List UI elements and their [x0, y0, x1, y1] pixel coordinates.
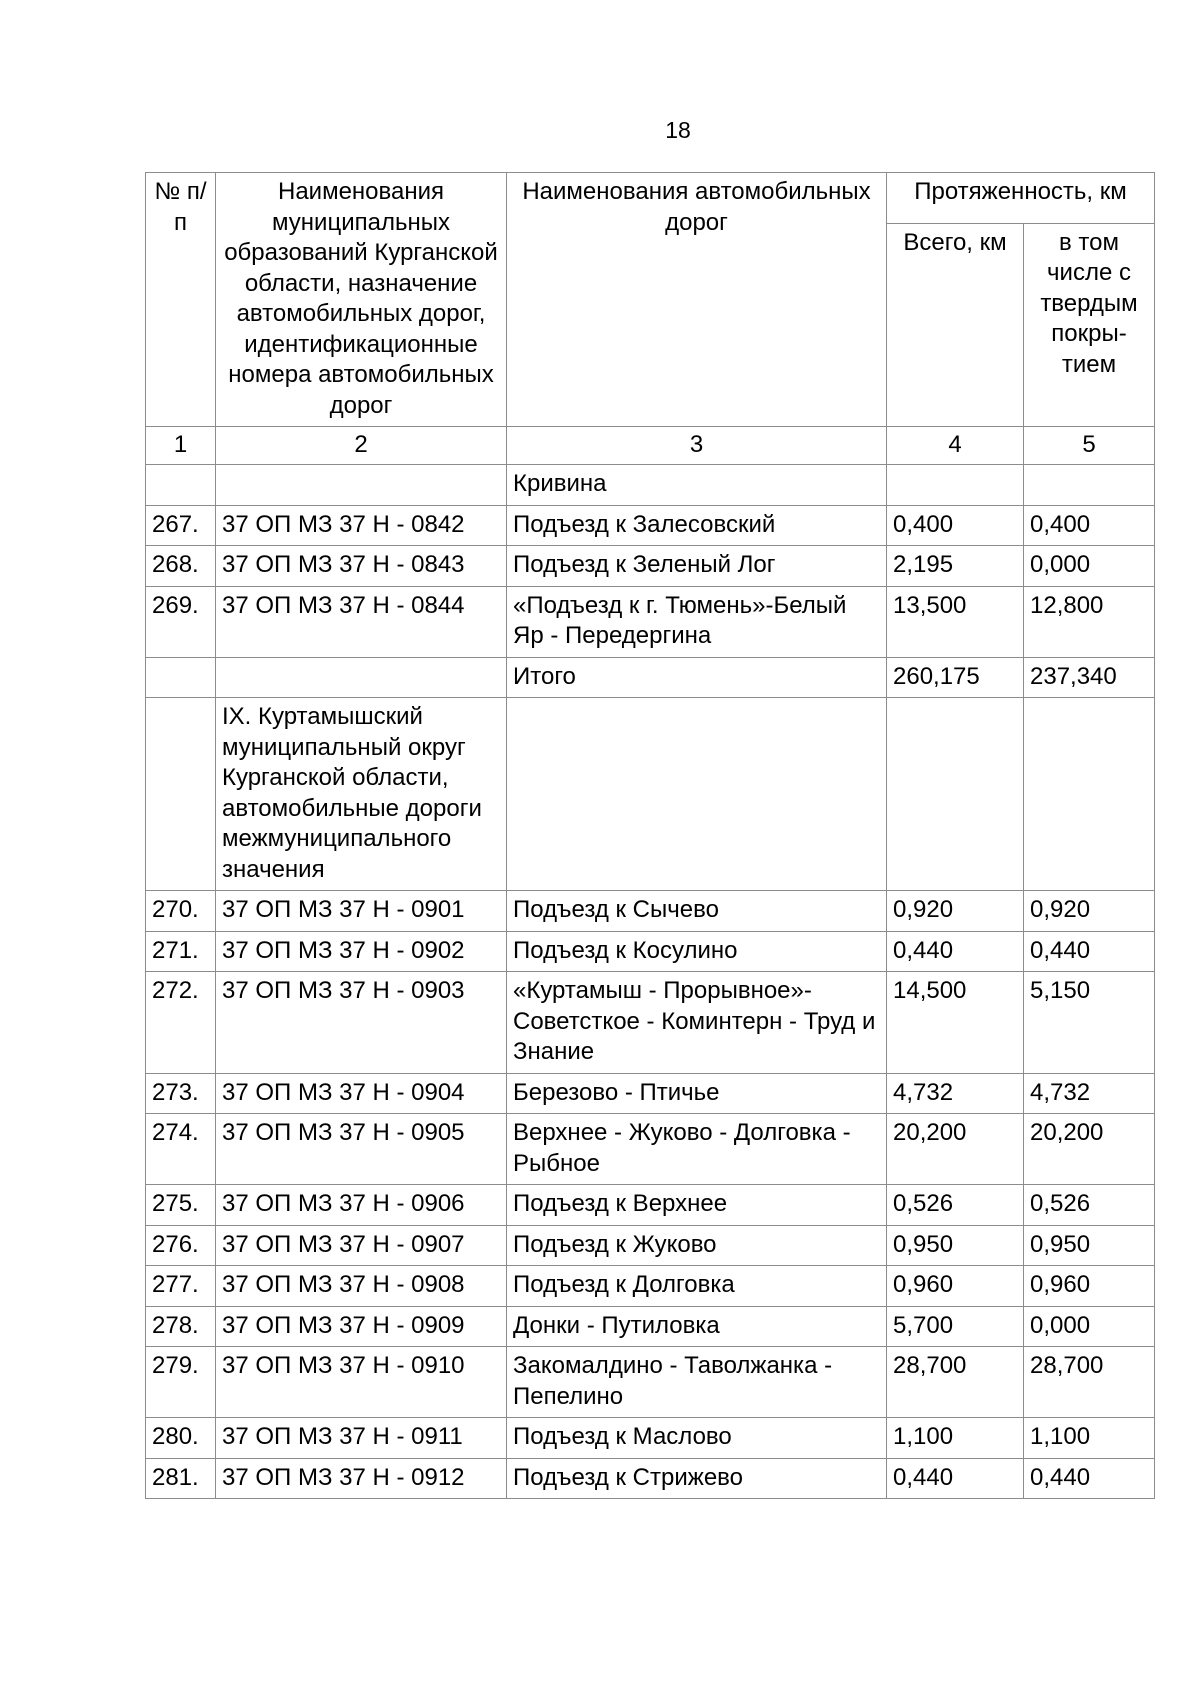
header-row [146, 173, 1155, 224]
road-id-cell: 37 ОП МЗ 37 Н - 0842 [216, 505, 507, 546]
column-index: 4 [887, 427, 1024, 465]
length-paved-cell: 0,400 [1024, 505, 1155, 546]
header-paved: в том числе с твердым покры-тием [1024, 223, 1155, 426]
length-paved-cell [1024, 698, 1155, 891]
road-name-cell: Подъезд к Маслово [507, 1418, 887, 1459]
table-header [146, 173, 1155, 465]
length-total-cell: 0,960 [887, 1266, 1024, 1307]
road-id-cell [216, 465, 507, 506]
road-id-cell: 37 ОП МЗ 37 Н - 0905 [216, 1114, 507, 1185]
length-paved-cell: 4,732 [1024, 1073, 1155, 1114]
road-name-cell: Кривина [507, 465, 887, 506]
length-total-cell: 260,175 [887, 657, 1024, 698]
length-total-cell: 5,700 [887, 1306, 1024, 1347]
length-total-cell: 14,500 [887, 972, 1024, 1074]
row-number: 276. [146, 1225, 216, 1266]
table-row [146, 1073, 1155, 1114]
length-total-cell [887, 698, 1024, 891]
length-total-cell: 0,950 [887, 1225, 1024, 1266]
table-row [146, 657, 1155, 698]
table-row [146, 1185, 1155, 1226]
row-number: 267. [146, 505, 216, 546]
road-name-cell: Подъезд к Зеленый Лог [507, 546, 887, 587]
length-paved-cell: 1,100 [1024, 1418, 1155, 1459]
header-municipality: Наименования муниципальных образований Курганской области, назначение автомобильных дорог, идентификационные номера автомобильных дорог [216, 173, 507, 427]
road-id-cell [216, 657, 507, 698]
road-id-cell: 37 ОП МЗ 37 Н - 0843 [216, 546, 507, 587]
length-paved-cell: 0,960 [1024, 1266, 1155, 1307]
table-row [146, 1225, 1155, 1266]
length-paved-cell: 5,150 [1024, 972, 1155, 1074]
road-id-cell: 37 ОП МЗ 37 Н - 0902 [216, 931, 507, 972]
length-total-cell: 20,200 [887, 1114, 1024, 1185]
table-row [146, 505, 1155, 546]
header-length: Протяженность, км [887, 173, 1155, 224]
road-id-cell: 37 ОП МЗ 37 Н - 0901 [216, 891, 507, 932]
row-number [146, 465, 216, 506]
table-row [146, 972, 1155, 1074]
row-number: 281. [146, 1458, 216, 1499]
length-paved-cell: 0,000 [1024, 546, 1155, 587]
column-index: 5 [1024, 427, 1155, 465]
row-number [146, 698, 216, 891]
road-id-cell: 37 ОП МЗ 37 Н - 0907 [216, 1225, 507, 1266]
row-number: 275. [146, 1185, 216, 1226]
table-row [146, 1266, 1155, 1307]
row-number: 279. [146, 1347, 216, 1418]
road-id-cell: 37 ОП МЗ 37 Н - 0912 [216, 1458, 507, 1499]
road-name-cell: Закомалдино - Таволжанка - Пепелино [507, 1347, 887, 1418]
length-paved-cell: 20,200 [1024, 1114, 1155, 1185]
column-index-row [146, 427, 1155, 465]
length-paved-cell: 28,700 [1024, 1347, 1155, 1418]
road-id-cell: 37 ОП МЗ 37 Н - 0844 [216, 586, 507, 657]
road-name-cell [507, 698, 887, 891]
road-name-cell: Подъезд к Стрижево [507, 1458, 887, 1499]
length-total-cell: 28,700 [887, 1347, 1024, 1418]
road-id-cell: IX. Куртамышский муниципальный округ Курганской области, автомобильные дороги межмуниципального значения [216, 698, 507, 891]
length-paved-cell: 0,950 [1024, 1225, 1155, 1266]
road-name-cell: Верхнее - Жуково - Долговка - Рыбное [507, 1114, 887, 1185]
length-total-cell [887, 465, 1024, 506]
length-paved-cell: 12,800 [1024, 586, 1155, 657]
column-index: 2 [216, 427, 507, 465]
road-name-cell: Березово - Птичье [507, 1073, 887, 1114]
row-number: 274. [146, 1114, 216, 1185]
table-row [146, 891, 1155, 932]
table-row [146, 586, 1155, 657]
column-index: 1 [146, 427, 216, 465]
row-number: 270. [146, 891, 216, 932]
road-id-cell: 37 ОП МЗ 37 Н - 0904 [216, 1073, 507, 1114]
road-id-cell: 37 ОП МЗ 37 Н - 0911 [216, 1418, 507, 1459]
row-number: 280. [146, 1418, 216, 1459]
length-paved-cell: 0,920 [1024, 891, 1155, 932]
table-row [146, 1418, 1155, 1459]
page-number: 18 [665, 117, 691, 143]
column-index: 3 [507, 427, 887, 465]
road-id-cell: 37 ОП МЗ 37 Н - 0910 [216, 1347, 507, 1418]
road-name-cell: «Подъезд к г. Тюмень»-Белый Яр - Передергина [507, 586, 887, 657]
road-name-cell: Подъезд к Жуково [507, 1225, 887, 1266]
length-paved-cell [1024, 465, 1155, 506]
row-number [146, 657, 216, 698]
road-name-cell: Подъезд к Сычево [507, 891, 887, 932]
length-total-cell: 0,920 [887, 891, 1024, 932]
length-total-cell: 0,400 [887, 505, 1024, 546]
table-row [146, 698, 1155, 891]
length-total-cell: 13,500 [887, 586, 1024, 657]
row-number: 272. [146, 972, 216, 1074]
length-paved-cell: 0,440 [1024, 1458, 1155, 1499]
table-row [146, 1306, 1155, 1347]
table-row [146, 1458, 1155, 1499]
length-paved-cell: 0,000 [1024, 1306, 1155, 1347]
road-id-cell: 37 ОП МЗ 37 Н - 0908 [216, 1266, 507, 1307]
road-name-cell: Донки - Путиловка [507, 1306, 887, 1347]
roads-table [145, 172, 1155, 1499]
length-total-cell: 1,100 [887, 1418, 1024, 1459]
road-id-cell: 37 ОП МЗ 37 Н - 0906 [216, 1185, 507, 1226]
table-row [146, 1114, 1155, 1185]
road-name-cell: Итого [507, 657, 887, 698]
header-total: Всего, км [887, 223, 1024, 426]
road-id-cell: 37 ОП МЗ 37 Н - 0909 [216, 1306, 507, 1347]
row-number: 269. [146, 586, 216, 657]
row-number: 268. [146, 546, 216, 587]
length-total-cell: 2,195 [887, 546, 1024, 587]
road-name-cell: «Куртамыш - Прорывное»-Советсткое - Коминтерн - Труд и Знание [507, 972, 887, 1074]
row-number: 278. [146, 1306, 216, 1347]
length-paved-cell: 0,526 [1024, 1185, 1155, 1226]
length-total-cell: 4,732 [887, 1073, 1024, 1114]
length-total-cell: 0,526 [887, 1185, 1024, 1226]
road-name-cell: Подъезд к Залесовский [507, 505, 887, 546]
road-id-cell: 37 ОП МЗ 37 Н - 0903 [216, 972, 507, 1074]
table-body [146, 465, 1155, 1499]
road-name-cell: Подъезд к Косулино [507, 931, 887, 972]
road-name-cell: Подъезд к Верхнее [507, 1185, 887, 1226]
row-number: 273. [146, 1073, 216, 1114]
length-paved-cell: 237,340 [1024, 657, 1155, 698]
header-num: № п/п [146, 173, 216, 427]
table-row [146, 931, 1155, 972]
road-name-cell: Подъезд к Долговка [507, 1266, 887, 1307]
table-row [146, 465, 1155, 506]
row-number: 277. [146, 1266, 216, 1307]
table-row [146, 1347, 1155, 1418]
length-total-cell: 0,440 [887, 931, 1024, 972]
length-paved-cell: 0,440 [1024, 931, 1155, 972]
length-total-cell: 0,440 [887, 1458, 1024, 1499]
row-number: 271. [146, 931, 216, 972]
header-road-name: Наименования автомобильных дорог [507, 173, 887, 427]
table-row [146, 546, 1155, 587]
